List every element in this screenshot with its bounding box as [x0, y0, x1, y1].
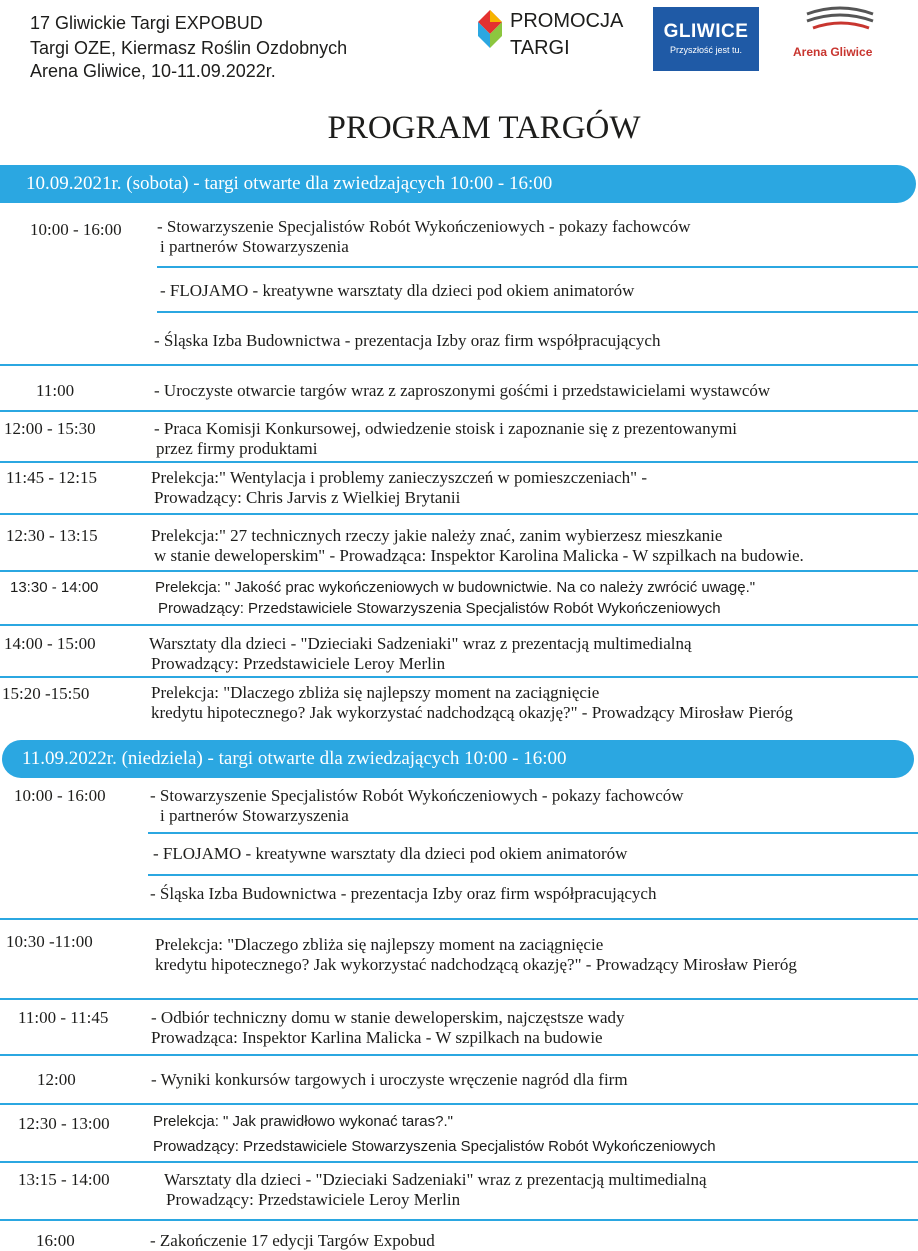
- day1-band-text: 10.09.2021r. (sobota) - targi otwarte dla zwiedzających 10:00 - 16:00: [26, 173, 553, 194]
- day2-band: [2, 740, 914, 778]
- event-text: [151, 468, 647, 508]
- event-text: [151, 1008, 625, 1048]
- separator: [0, 998, 918, 1000]
- gliwice-logo: [653, 7, 759, 71]
- separator: [0, 570, 918, 572]
- event-time: 15:20 -15:50: [2, 684, 90, 703]
- event-text: - FLOJAMO - kreatywne warsztaty dla dzieci pod okiem animatorów: [153, 844, 628, 863]
- arena-logo-icon: [805, 4, 875, 40]
- event-line: i partnerów Stowarzyszenia: [160, 806, 349, 825]
- separator: [157, 266, 918, 268]
- event-time: 12:00 - 15:30: [4, 419, 96, 438]
- event-text: [153, 1111, 716, 1157]
- event-text: [149, 634, 692, 674]
- separator: [148, 832, 918, 834]
- event-line: - Praca Komisji Konkursowej, odwiedzenie stoisk i zapoznanie się z prezentowanymi: [154, 419, 738, 438]
- event-line: Prowadzący: Przedstawiciele Stowarzyszenia Specjalistów Robót Wykończeniowych: [158, 600, 721, 617]
- event-time: 12:30 - 13:15: [6, 526, 98, 545]
- event-line: Prowadząca: Inspektor Karlina Malicka - W szpilkach na budowie: [151, 1028, 603, 1047]
- event-text: - FLOJAMO - kreatywne warsztaty dla dzieci pod okiem animatorów: [160, 281, 635, 300]
- event-time: 11:00: [36, 381, 75, 400]
- event-text: [154, 419, 737, 459]
- event-time: 11:00 - 11:45: [18, 1008, 109, 1027]
- event-time: 13:30 - 14:00: [10, 579, 99, 596]
- event-time: 16:00: [36, 1231, 75, 1250]
- event-text: - Wyniki konkursów targowych i uroczyste wręczenie nagród dla firm: [151, 1070, 628, 1089]
- event-line: Prelekcja: "Dlaczego zbliża się najlepszy moment na zaciągnięcie: [155, 935, 604, 954]
- event-text: - Śląska Izba Budownictwa - prezentacja Izby oraz firm współpracujących: [154, 331, 661, 350]
- event-line: Warsztaty dla dzieci - "Dzieciaki Sadzeniaki" wraz z prezentacją multimedialną: [149, 634, 692, 653]
- event-time: 11:45 - 12:15: [6, 468, 97, 487]
- separator: [148, 874, 918, 876]
- event-text: [157, 217, 691, 257]
- event-line: Warsztaty dla dzieci - "Dzieciaki Sadzeniaki" wraz z prezentacją multimedialną: [164, 1170, 707, 1189]
- event-time: 13:15 - 14:00: [18, 1170, 110, 1189]
- event-line: przez firmy produktami: [156, 439, 318, 458]
- event-line: Prelekcja: " Jak prawidłowo wykonać taras?.": [153, 1113, 453, 1130]
- event-line: Prowadzący: Chris Jarvis z Wielkiej Brytanii: [154, 488, 461, 507]
- event-time: 10:00 - 16:00: [14, 786, 106, 805]
- event-line: - Odbiór techniczny domu w stanie deweloperskim, najczęstsze wady: [151, 1008, 625, 1027]
- separator: [0, 624, 918, 626]
- event-line: Prowadzący: Przedstawiciele Stowarzyszenia Specjalistów Robót Wykończeniowych: [153, 1138, 716, 1155]
- event-line: - Stowarzyszenie Specjalistów Robót Wykończeniowych - pokazy fachowców: [150, 786, 684, 805]
- separator: [0, 676, 918, 678]
- event-text: [150, 786, 684, 826]
- event-line: Prowadzący: Przedstawiciele Leroy Merlin: [151, 654, 446, 673]
- event-text: [151, 526, 804, 566]
- separator: [0, 1219, 918, 1221]
- gliwice-logo-tagline: Przyszłość jest tu.: [669, 45, 743, 55]
- event-line: Prelekcja: " Jakość prac wykończeniowych w budownictwie. Na co należy zwrócić uwagę.": [155, 579, 756, 596]
- separator: [0, 1054, 918, 1056]
- event-time: 12:00: [37, 1070, 76, 1089]
- event-text: [151, 683, 793, 723]
- separator: [0, 410, 918, 412]
- event-time: 10:00 - 16:00: [30, 220, 122, 239]
- event-time: 10:30 -11:00: [6, 932, 93, 951]
- event-line: Prelekcja:" Wentylacja i problemy zanieczyszczeń w pomieszczeniach" -: [151, 468, 647, 487]
- day1-band: [0, 165, 916, 203]
- page-title: PROGRAM TARGÓW: [327, 110, 641, 146]
- header-line-3: Arena Gliwice, 10-11.09.2022r.: [30, 61, 276, 81]
- separator: [0, 461, 918, 463]
- event-text: [164, 1170, 707, 1210]
- separator: [157, 311, 918, 313]
- separator: [0, 364, 918, 366]
- event-line: Prelekcja:" 27 technicznych rzeczy jakie należy znać, zanim wybierzesz mieszkanie: [151, 526, 723, 545]
- separator: [0, 513, 918, 515]
- event-time: 14:00 - 15:00: [4, 634, 96, 653]
- separator: [0, 1103, 918, 1105]
- event-text: - Uroczyste otwarcie targów wraz z zaproszonymi gośćmi i przedstawicielami wystawców: [154, 381, 771, 400]
- event-text: [155, 935, 797, 975]
- separator: [0, 1161, 918, 1163]
- event-line: Prelekcja: "Dlaczego zbliża się najlepszy moment na zaciągnięcie: [151, 683, 600, 702]
- event-line: kredytu hipotecznego? Jak wykorzystać nadchodzącą okazję?" - Prowadzący Mirosław Pieróg: [151, 703, 793, 722]
- promocja-logo-line-2: TARGI: [510, 37, 570, 59]
- gliwice-logo-name: GLIWICE: [663, 21, 749, 42]
- event-line: - Stowarzyszenie Specjalistów Robót Wykończeniowych - pokazy fachowców: [157, 217, 691, 236]
- day2-band-text: 11.09.2022r. (niedziela) - targi otwarte dla zwiedzających 10:00 - 16:00: [22, 748, 567, 769]
- event-text: - Śląska Izba Budownictwa - prezentacja Izby oraz firm współpracujących: [150, 884, 657, 903]
- promocja-logo-icon: [476, 8, 504, 52]
- event-text: [155, 577, 755, 619]
- header-line-1: 17 Gliwickie Targi EXPOBUD: [30, 13, 263, 33]
- event-line: Prowadzący: Przedstawiciele Leroy Merlin: [166, 1190, 461, 1209]
- separator: [0, 918, 918, 920]
- event-line: kredytu hipotecznego? Jak wykorzystać nadchodzącą okazję?" - Prowadzący Mirosław Pieróg: [155, 955, 797, 974]
- promocja-logo-line-1: PROMOCJA: [510, 10, 624, 32]
- event-line: i partnerów Stowarzyszenia: [160, 237, 349, 256]
- event-text: - Zakończenie 17 edycji Targów Expobud: [150, 1231, 435, 1250]
- arena-logo-name: Arena Gliwice: [793, 45, 873, 59]
- header-line-2: Targi OZE, Kiermasz Roślin Ozdobnych: [30, 38, 348, 58]
- event-line: w stanie deweloperskim" - Prowadząca: Inspektor Karolina Malicka - W szpilkach na budowie.: [154, 546, 804, 565]
- event-time: 12:30 - 13:00: [18, 1114, 110, 1133]
